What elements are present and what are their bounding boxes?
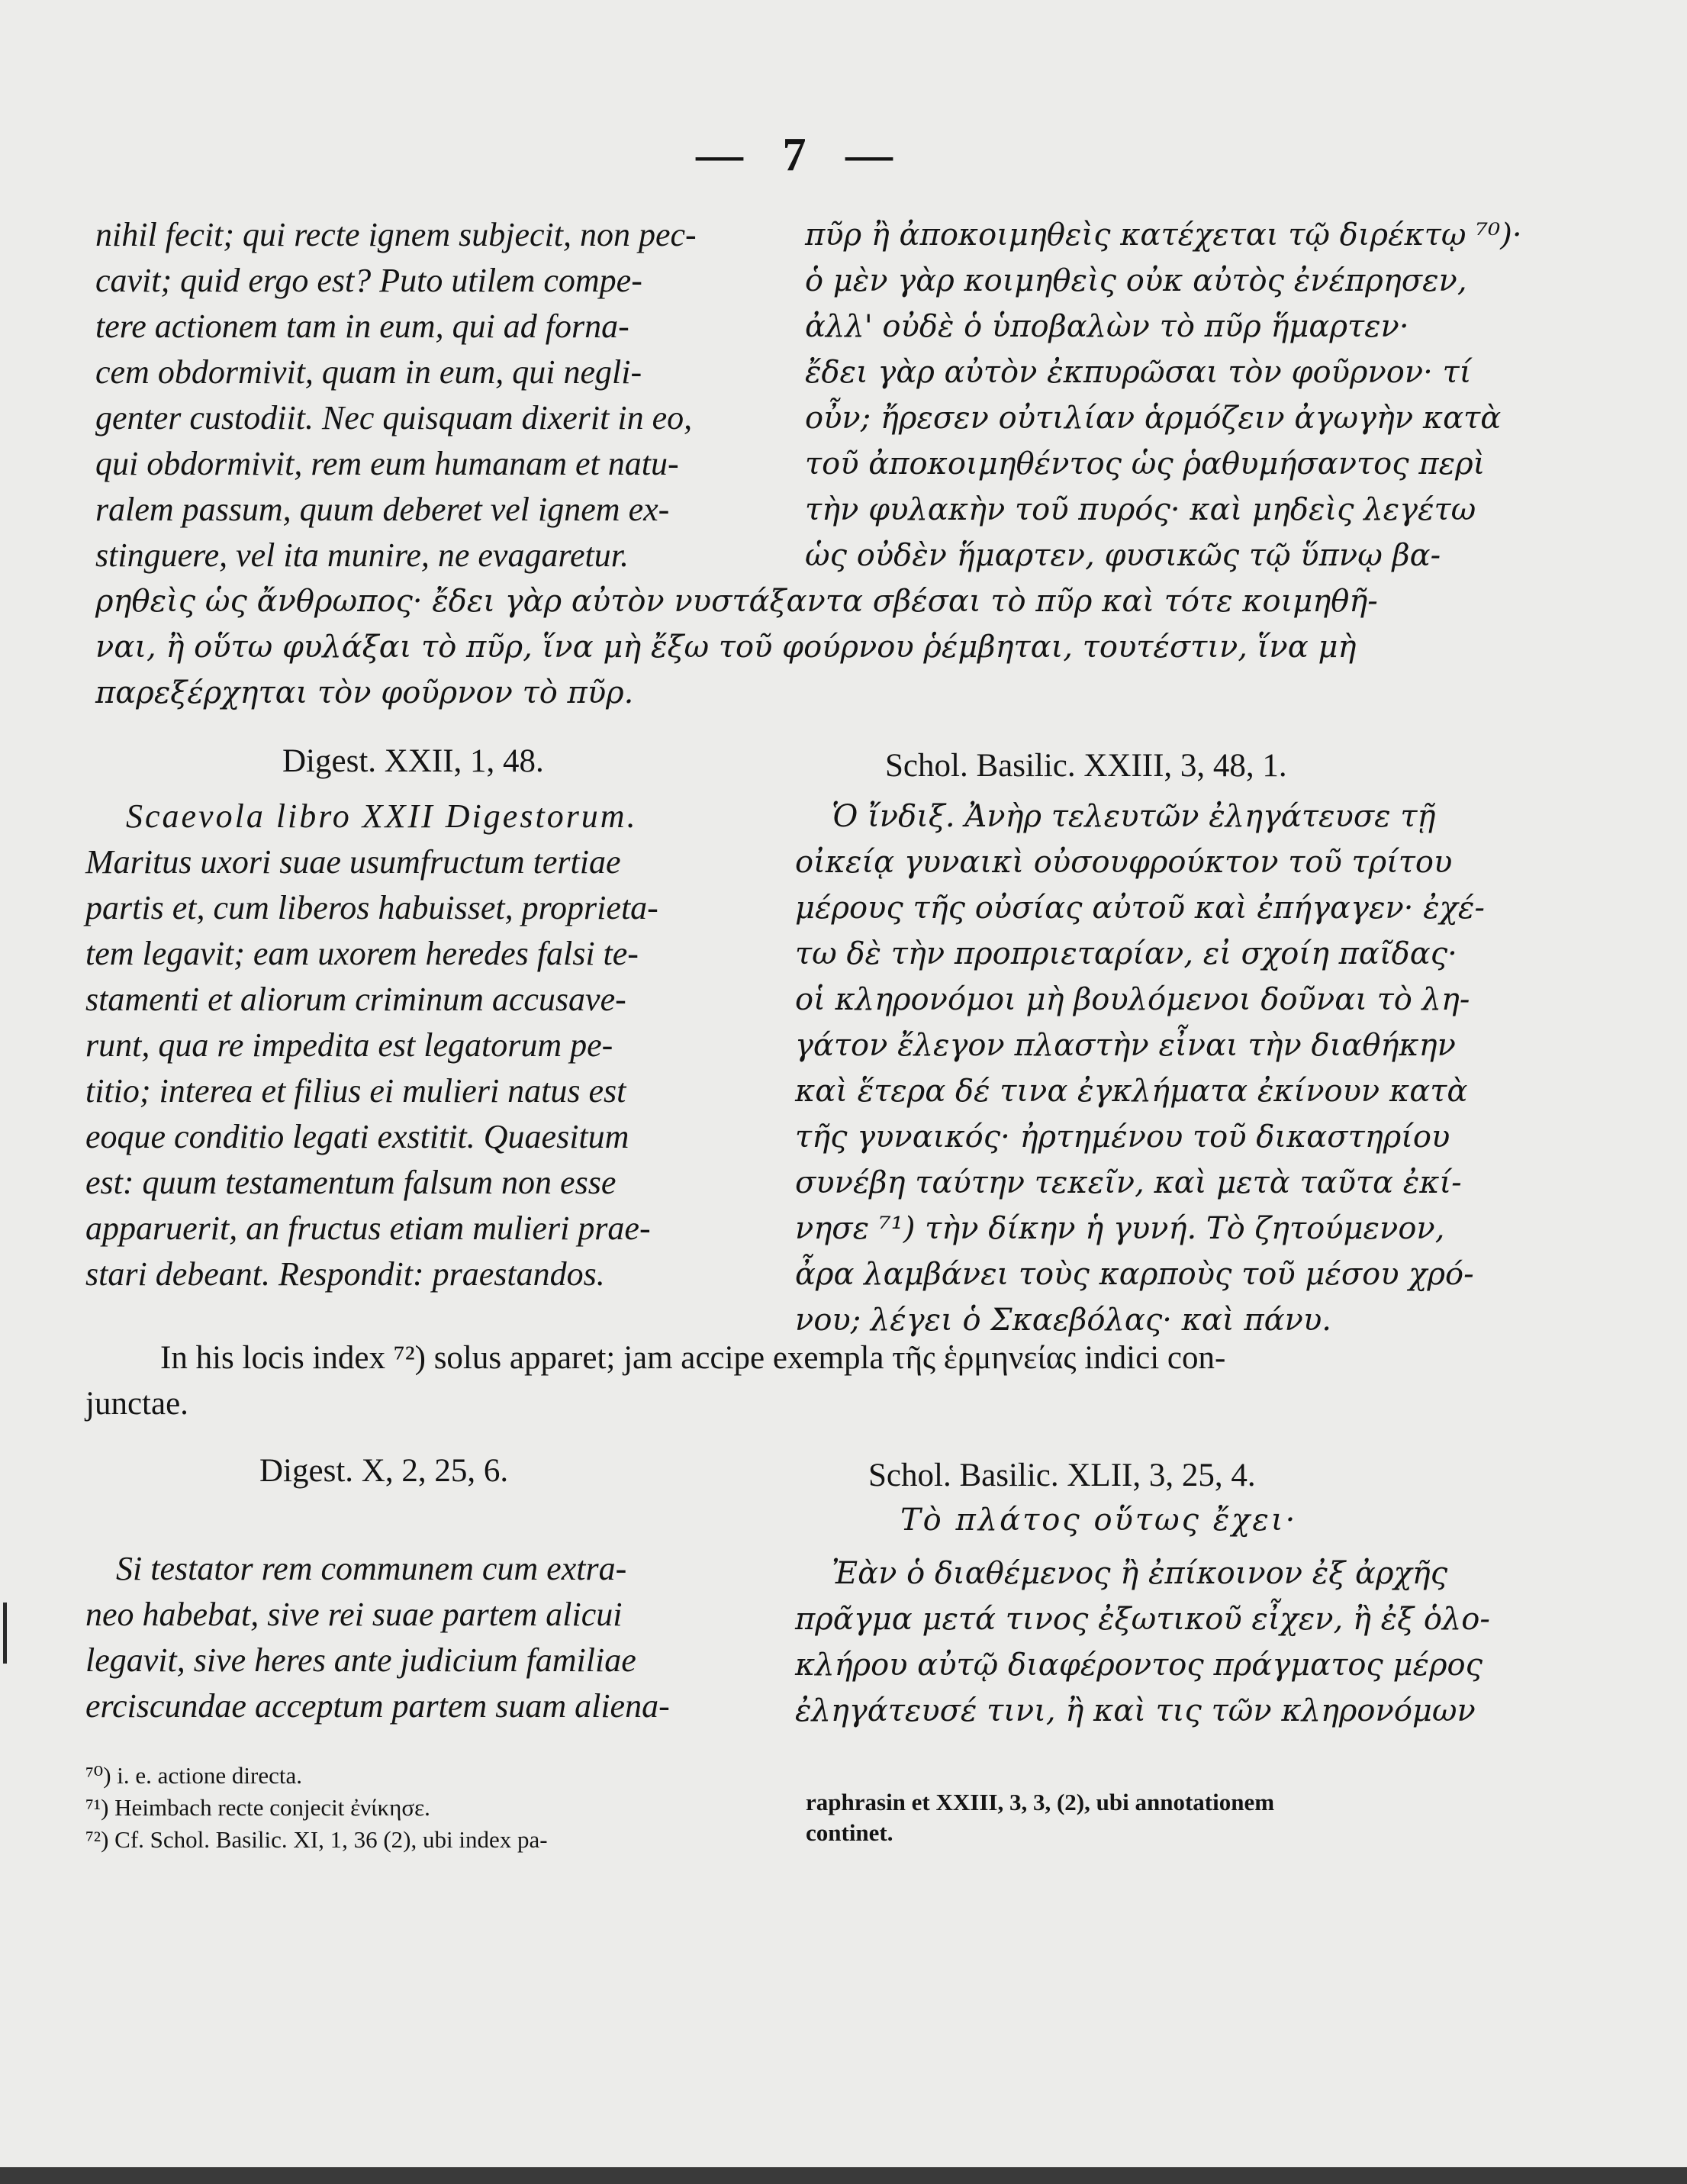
section2-left-heading: Digest. XXII, 1, 48. [282, 743, 544, 779]
footnote: ⁷²) Cf. Schol. Basilic. XI, 1, 36 (2), ubi index pa- [85, 1826, 548, 1853]
greek-line: πῦρ ἢ ἀποκοιμηθεὶς κατέχεται τῷ διρέκτῳ ⁷⁰)· [805, 217, 1522, 253]
latin-line: partis et, cum liberos habuisset, proprieta- [85, 889, 658, 926]
latin-line: Scaevola libro XXII Digestorum. [126, 797, 638, 835]
page-bottom-edge [0, 2167, 1687, 2184]
latin-line: ralem passum, quum deberet vel ignem ex- [95, 491, 670, 528]
latin-line: cavit; quid ergo est? Puto utilem compe- [95, 262, 642, 299]
greek-line: ὡς οὐδὲν ἥμαρτεν, φυσικῶς τῷ ὕπνῳ βα- [805, 538, 1441, 573]
latin-line: erciscundae acceptum partem suam aliena- [85, 1687, 670, 1725]
latin-line: tere actionem tam in eum, qui ad forna- [95, 308, 629, 345]
greek-line: γάτον ἔλεγον πλαστὴν εἶναι τὴν διαθήκην [795, 1028, 1456, 1063]
greek-line: ἀλλ' οὐδὲ ὁ ὑποβαλὼν τὸ πῦρ ἥμαρτεν· [805, 309, 1409, 344]
greek-line: ρηθεὶς ὡς ἄνθρωπος· ἔδει γὰρ αὐτὸν νυστάξαντα σβέσαι τὸ πῦρ καὶ τότε κοιμηθῆ- [95, 584, 1378, 619]
greek-line: ἔδει γὰρ αὐτὸν ἐκπυρῶσαι τὸν φοῦρνον· τί [805, 355, 1472, 390]
greek-line: ναι, ἢ οὕτω φυλάξαι τὸ πῦρ, ἵνα μὴ ἔξω τοῦ φούρνου ῥέμβηται, τουτέστιν, ἵνα μὴ [95, 630, 1357, 665]
greek-line: Ἐὰν ὁ διαθέμενος ἢ ἐπίκοινον ἐξ ἀρχῆς [832, 1556, 1448, 1591]
latin-line: cem obdormivit, quam in eum, qui negli- [95, 353, 642, 391]
greek-line: μέρους τῆς οὐσίας αὐτοῦ καὶ ἐπήγαγεν· ἐχέ- [795, 891, 1485, 926]
greek-line: πρᾶγμα μετά τινος ἐξωτικοῦ εἶχεν, ἢ ἐξ ὁλο- [795, 1602, 1490, 1637]
greek-line: νου; λέγει ὁ Σκαεβόλας· καὶ πάνυ. [795, 1303, 1331, 1338]
footnote-continuation: raphrasin et XXIII, 3, 3, (2), ubi annotationem [806, 1789, 1275, 1815]
latin-line: neo habebat, sive rei suae partem alicui [85, 1596, 623, 1633]
latin-line: stari debeant. Respondit: praestandos. [85, 1255, 605, 1293]
latin-line: apparuerit, an fructus etiam mulieri prae- [85, 1210, 651, 1247]
section2-right-heading: Schol. Basilic. XXIII, 3, 48, 1. [885, 748, 1287, 784]
greek-line: οἰκείᾳ γυναικὶ οὐσουφρούκτον τοῦ τρίτου [795, 845, 1453, 880]
greek-line: Ὁ ἴνδιξ. Ἀνὴρ τελευτῶν ἐληγάτευσε τῇ [832, 799, 1436, 834]
greek-line: οἱ κληρονόμοι μὴ βουλόμενοι δοῦναι τὸ λη- [795, 982, 1470, 1017]
greek-line: καὶ ἕτερα δέ τινα ἐγκλήματα ἐκίνουν κατὰ [795, 1074, 1468, 1109]
page-number: — 7 — [696, 129, 906, 181]
latin-line: nihil fecit; qui recte ignem subjecit, non pec- [95, 216, 697, 253]
footnote-continuation: continet. [806, 1819, 893, 1846]
greek-line: ὁ μὲν γὰρ κοιμηθεὶς οὐκ αὐτὸς ἐνέπρησεν, [805, 263, 1467, 298]
latin-line: qui obdormivit, rem eum humanam et natu- [95, 445, 679, 482]
connector-line: In his locis index ⁷²) solus apparet; jam accipe exempla τῆς ἑρμηνείας indici con- [160, 1340, 1226, 1376]
greek-line: τω δὲ τὴν προπριεταρίαν, εἰ σχοίη παῖδας· [795, 936, 1457, 971]
latin-line: eoque conditio legati exstitit. Quaesitum [85, 1118, 629, 1155]
latin-line: runt, qua re impedita est legatorum pe- [85, 1026, 613, 1064]
greek-line: ἐληγάτευσέ τινι, ἢ καὶ τις τῶν κληρονόμων [795, 1693, 1476, 1728]
greek-line: ἆρα λαμβάνει τοὺς καρποὺς τοῦ μέσου χρό- [795, 1257, 1474, 1292]
greek-line: νησε ⁷¹) τὴν δίκην ἡ γυνή. Τὸ ζητούμενον, [795, 1211, 1445, 1246]
greek-line: τοῦ ἀποκοιμηθέντος ὡς ῥαθυμήσαντος περὶ [805, 446, 1486, 482]
page-edge-mark [3, 1603, 7, 1664]
latin-line: genter custodiit. Nec quisquam dixerit in eo, [95, 399, 693, 436]
greek-line: τὴν φυλακὴν τοῦ πυρός· καὶ μηδεὶς λεγέτω [805, 492, 1476, 527]
latin-line: Si testator rem communem cum extra- [116, 1550, 627, 1587]
section3-right-heading: Schol. Basilic. XLII, 3, 25, 4. [868, 1458, 1256, 1493]
footnote: ⁷¹) Heimbach recte conjecit ἐνίκησε. [85, 1794, 430, 1821]
greek-line: συνέβη ταύτην τεκεῖν, καὶ μετὰ ταῦτα ἐκί- [795, 1165, 1462, 1200]
latin-line: Maritus uxori suae usumfructum tertiae [85, 843, 621, 881]
latin-line: legavit, sive heres ante judicium familiae [85, 1641, 636, 1679]
latin-line: stinguere, vel ita munire, ne evagaretur. [95, 536, 629, 574]
greek-line: παρεξέρχηται τὸν φοῦρνον τὸ πῦρ. [95, 675, 634, 710]
section3-left-heading: Digest. X, 2, 25, 6. [259, 1453, 509, 1489]
connector-line: junctae. [85, 1386, 188, 1422]
section3-right-subheading: Τὸ πλάτος οὕτως ἔχει· [900, 1503, 1298, 1538]
latin-line: stamenti et aliorum criminum accusave- [85, 981, 626, 1018]
latin-line: titio; interea et filius ei mulieri natus est [85, 1072, 626, 1110]
latin-line: tem legavit; eam uxorem heredes falsi te- [85, 935, 639, 972]
footnote: ⁷⁰) i. e. actione directa. [85, 1762, 303, 1789]
greek-line: κλήρου αὐτῷ διαφέροντος πράγματος μέρος [795, 1648, 1483, 1683]
greek-line: τῆς γυναικός· ἠρτημένου τοῦ δικαστηρίου [795, 1119, 1450, 1155]
greek-line: οὖν; ἤρεσεν οὐτιλίαν ἁρμόζειν ἀγωγὴν κατὰ [805, 401, 1502, 436]
latin-line: est: quum testamentum falsum non esse [85, 1164, 617, 1201]
